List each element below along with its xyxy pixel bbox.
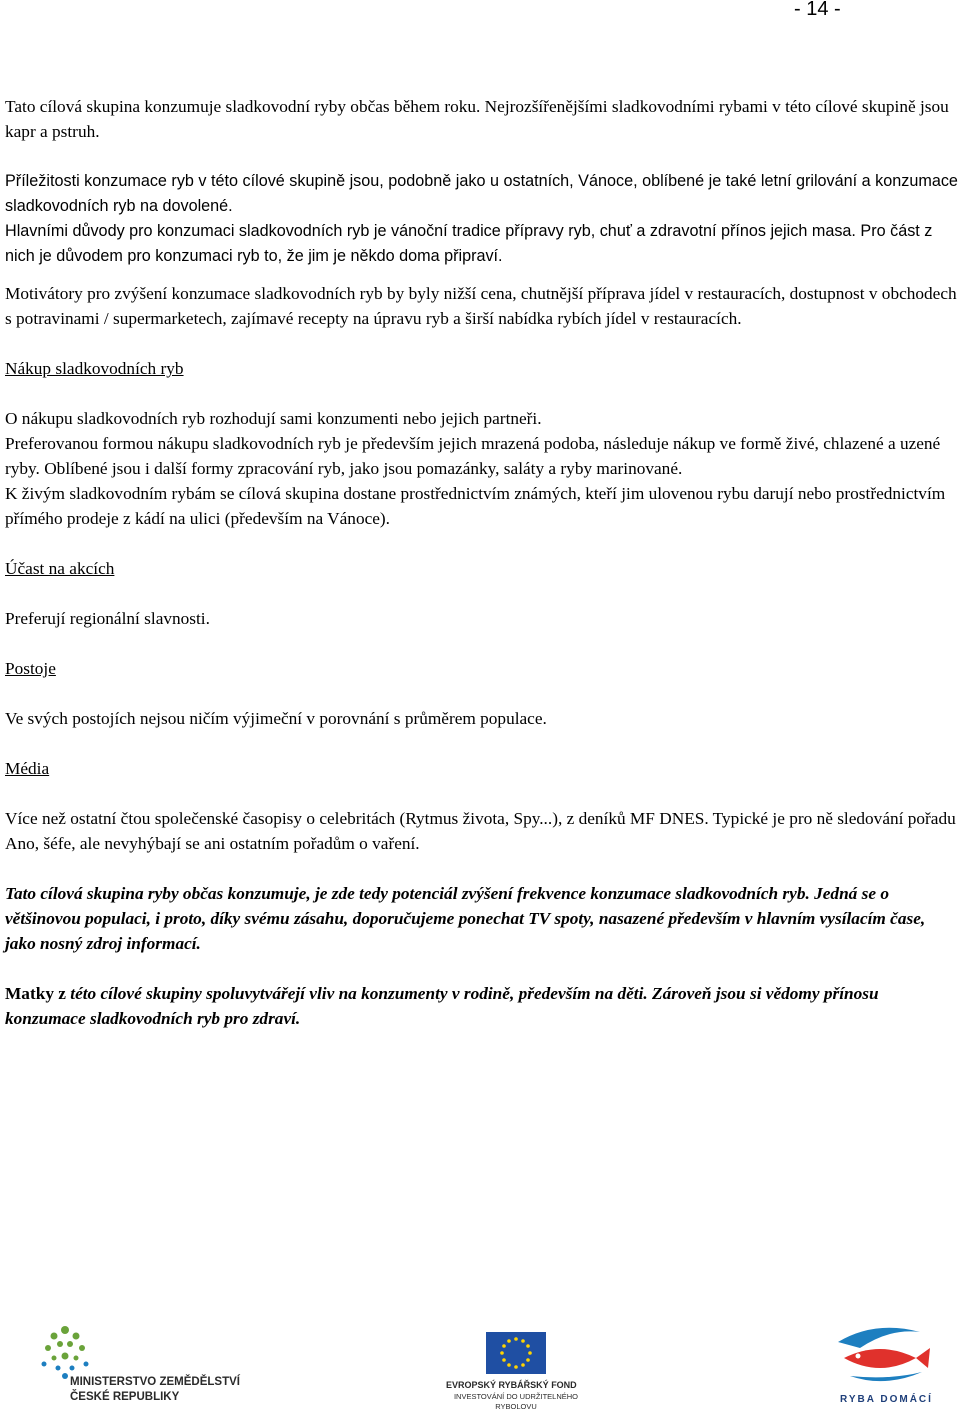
ministry-logo [30, 1318, 240, 1409]
paragraph-events: Preferují regionální slavnosti. [5, 609, 210, 628]
ryba-domaci-label: RYBA DOMÁCÍ [840, 1394, 933, 1405]
eu-fund-line2: INVESTOVÁNÍ DO UDRŽITELNÉHO [453, 1392, 579, 1401]
page-number: - 14 - [794, 0, 841, 20]
preferred-form-extra: Oblíbené jsou i další formy zpracování ryb, jako jsou pomazánky, saláty a ryby marinované. [44, 459, 683, 478]
paragraph-attitudes: Ve svých postojích nejsou ničím výjimeční v porovnání s průměrem populace. [5, 709, 547, 728]
preferred-form-main: Preferovanou formou nákupu sladkovodních ryb je především jejich mrazená podoba, následuje nákup ve formě živé, chlazené a uzené ryby. [5, 434, 941, 478]
heading-ucast: Účast na akcích [5, 559, 115, 578]
heading-media: Média [5, 759, 50, 778]
heading-nakup: Nákup sladkovodních ryb [5, 359, 184, 378]
ryba-domaci-logo [830, 1318, 940, 1409]
paragraph-media: Více než ostatní čtou společenské časopisy o celebritách (Rytmus života, Spy...), z deníků MF DNES. Typické je pro ně sledování pořadu Ano, šéfe, ale nevyhýbají se ani ostatním pořadům o vaření. [5, 809, 956, 853]
paragraph-motivators: Motivátory pro zvýšení konzumace sladkovodních ryb by byly nižší cena, chutnější příprava jídel v restauracích, dostupnost v obchodech s potravinami / supermarketech, zajímavé recepty na úpravu ryb a širší nabídka rybích jídel v restauracích. [5, 284, 957, 328]
paragraph-intro: Tato cílová skupina konzumuje sladkovodní ryby občas během roku. Nejrozšířenějšími sladkovodními rybami v této cílové skupině jsou kapr a pstruh. [5, 97, 949, 141]
paragraph-live-fish: K živým sladkovodním rybám se cílová skupina dostane prostřednictvím známých, kteří jim ulovenou rybu darují nebo prostřednictvím přímého prodeje z kádí na ulici (především na Vánoce). [5, 484, 946, 528]
eu-fund-line1: EVROPSKÝ RYBÁŘSKÝ FOND [446, 1380, 577, 1390]
eu-fund-logo [440, 1332, 600, 1409]
fish-logo-icon [830, 1318, 934, 1390]
mothers-rest: této cílové skupiny spoluvytvářejí vliv na konzumenty v rodině, především na děti. Zároveň jsou si vědomy přínosu konzumace sladkovodních ryb pro zdraví. [5, 984, 879, 1028]
paragraph-mothers [5, 981, 960, 1031]
reasons-extra: Pro část z nich je důvodem pro konzumaci ryb to, že jim je někdo doma připraví. [5, 222, 933, 265]
eu-flag-icon [486, 1332, 546, 1374]
ministry-name-line2: ČESKÉ REPUBLIKY [70, 1391, 180, 1403]
eu-fund-line3: RYBOLOVU [495, 1402, 537, 1411]
heading-postoje: Postoje [5, 659, 56, 678]
mothers-lead: Matky z [5, 984, 66, 1003]
reasons-main: Hlavními důvody pro konzumaci sladkovodních ryb je vánoční tradice přípravy ryb, chuť a zdravotní přínos jejich masa. [5, 222, 856, 240]
paragraph-decision: O nákupu sladkovodních ryb rozhodují sami konzumenti nebo jejich partneři. [5, 409, 542, 428]
paragraph-reasons [5, 219, 960, 269]
paragraph-recommendation: Tato cílová skupina ryby občas konzumuje, je zde tedy potenciál zvýšení frekvence konzumace sladkovodních ryb. Jedná se o většinovou populaci, i proto, díky svému zásahu, doporučujeme ponechat TV spoty, nasazené především v hlavním vysílacím čase, jako nosný zdroj informací. [5, 884, 926, 953]
document-body [5, 94, 960, 1031]
footer-logos [0, 1318, 960, 1409]
ministry-name-line1: MINISTERSTVO ZEMĚDĚLSTVÍ [70, 1376, 240, 1388]
paragraph-preferred-form [5, 431, 960, 481]
paragraph-occasions: Příležitosti konzumace ryb v této cílové skupině jsou, podobně jako u ostatních, Vánoce, oblíbené je také letní grilování a konzumace sladkovodních ryb na dovolené. [5, 172, 958, 215]
